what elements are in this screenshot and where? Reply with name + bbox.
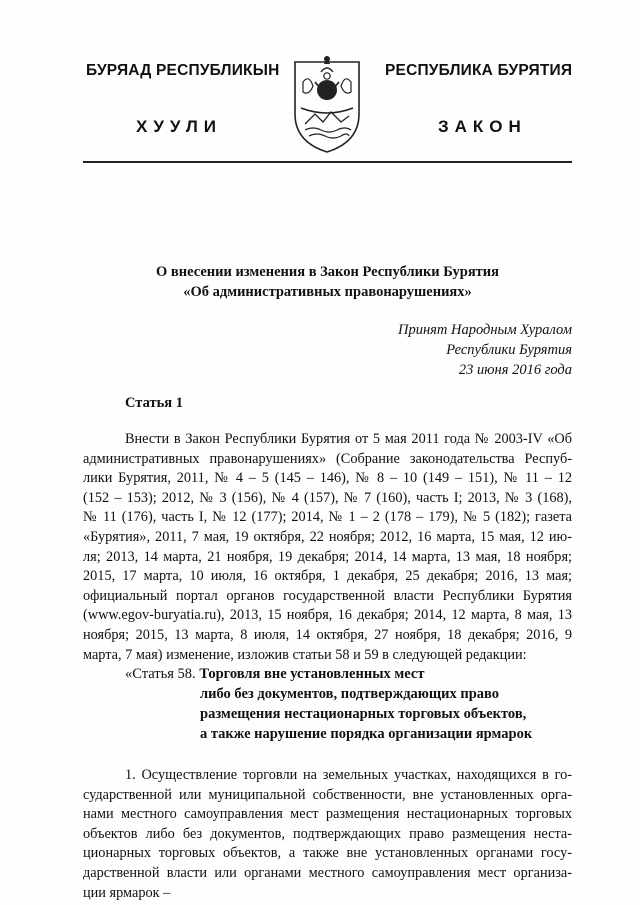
text-line: (152 – 153); 2012, № 3 (156), № 4 (157), № 7 (160), часть I; 2013, № 3 (168), [83,489,572,506]
coat-of-arms-emblem-icon [291,52,363,156]
text-line: лики Бурятия, 2011, № 4 – 5 (145 – 146), № 8 – 10 (149 – 151), № 11 – 12 [83,470,572,487]
header-left-subtitle: ХУУЛИ [136,117,222,136]
text-line: 2015, 17 марта, 10 июля, 16 октября, 1 декабря, 25 декабря; 2016, 13 мая; [83,568,572,585]
law-title-line: «Об административных правонарушениях» [183,284,472,300]
text-line: «Бурятия», 2011, 7 мая, 19 октября, 22 ноября; 2012, 16 марта, 15 мая, 12 ию- [83,528,572,545]
article-58-title-line: а также нарушение порядка организации ярмарок [200,726,533,742]
article-1-heading: Статья 1 [125,395,183,411]
text-line: 1. Осуществление торговли на земельных участках, находящихся в го- [125,767,572,783]
text-line: ноября; 2015, 13 марта, 8 июля, 14 октября, 27 ноября, 18 декабря; 2016, 9 [83,626,572,643]
article-1-text [83,430,572,665]
adoption-note [398,320,572,380]
text-line: сударственной или муниципальной собственности, вне установленных орга- [83,786,572,803]
adoption-line: Республики Бурятия [446,342,572,358]
adoption-line: Принят Народным Хуралом [397,322,572,338]
article-58-heading [125,664,532,744]
text-line: ля; 2013, 14 марта, 21 ноября, 19 декабря; 2014, 14 марта, 13 мая, 18 ноября; [83,548,572,565]
law-title-line: О внесении изменения в Закон Республики Бурятия [156,264,499,280]
point-1-text [83,766,572,903]
header-right-title: РЕСПУБЛИКА БУРЯТИЯ [385,62,573,79]
text-line: ции ярмарок – [83,884,171,901]
text-line: дарственной власти или органами местного самоуправления мест организа- [83,864,572,881]
article-58-title-line: Торговля вне установленных мест [199,666,425,682]
text-line: объектов либо без документов, подтверждающих право размещения неста- [83,825,572,842]
text-line: № 11 (176), часть I, № 12 (177); 2014, № 1 – 2 (178 – 179), № 5 (182); газета [83,509,572,526]
text-line: официальный портал органов государственной власти Республики Бурятия [83,587,572,604]
text-line: нами местного самоуправления мест размещения нестационарных торговых [83,806,572,823]
adoption-date: 23 июня 2016 года [458,362,572,378]
article-58-title-line: либо без документов, подтверждающих право [200,686,500,702]
text-line: ционарных торговых объектов, а также вне установленных органами госу- [83,845,572,862]
header-left-title: БУРЯАД РЕСПУБЛИКЫН [86,62,280,79]
header-right-subtitle: ЗАКОН [438,117,527,136]
article-58-title-line: размещения нестационарных торговых объектов, [200,706,527,722]
header-divider [83,161,572,163]
article-58-label: «Статья 58. [125,666,196,682]
text-line: (www.egov-buryatia.ru), 2013, 15 ноября, 16 декабря; 2014, 12 марта, 8 мая, 13 [83,607,572,624]
law-title [83,262,572,302]
text-line: Внести в Закон Республики Бурятия от 5 мая 2011 года № 2003-IV «Об [125,431,572,447]
text-line: марта, 7 мая) изменение, изложив статьи 58 и 59 в следующей редакции: [83,646,527,663]
text-line: административных правонарушениях» (Собрание законодательства Респуб- [83,450,572,467]
